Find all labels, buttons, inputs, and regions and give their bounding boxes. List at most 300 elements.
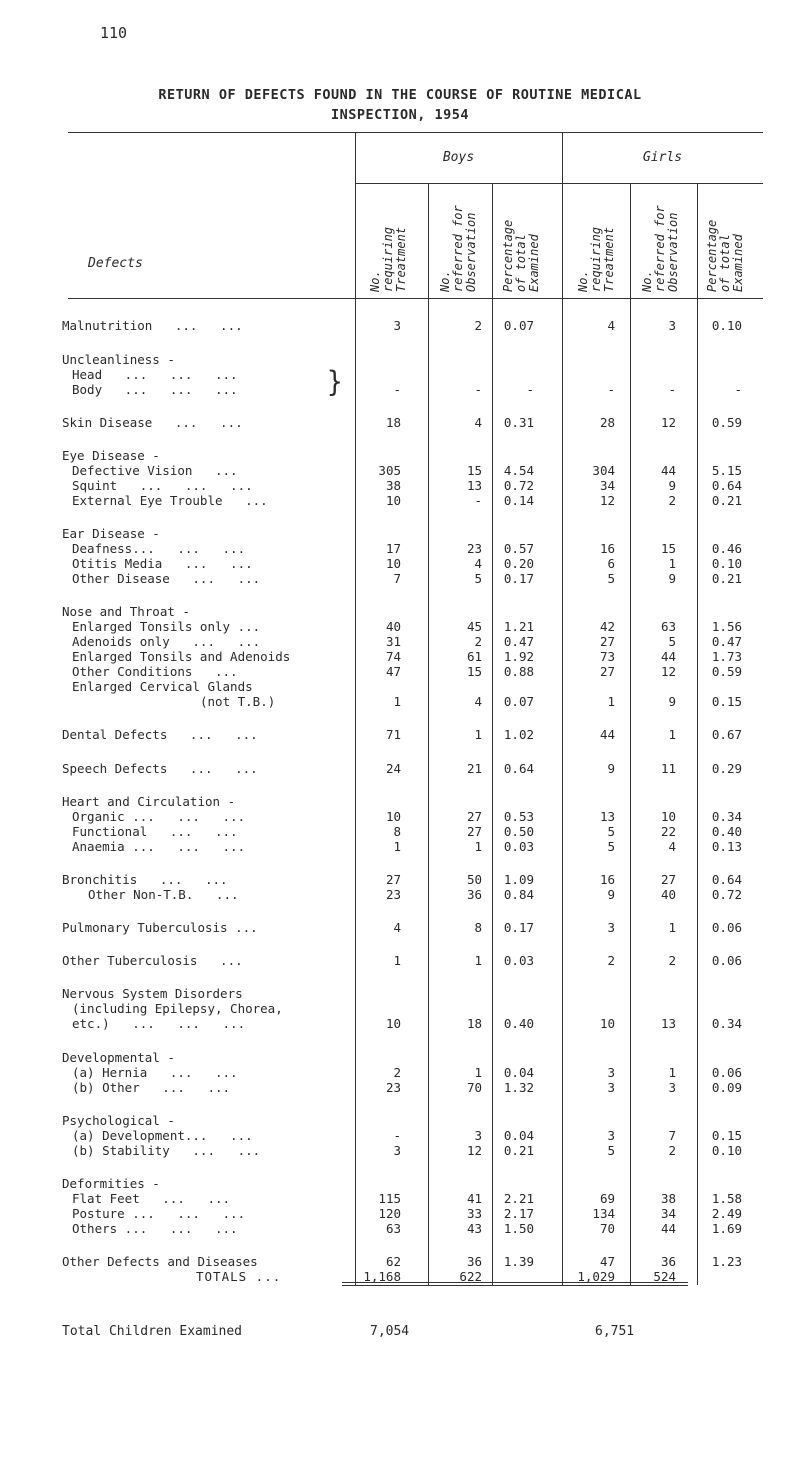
row-value: 3 bbox=[668, 1080, 676, 1095]
table-row bbox=[0, 920, 800, 936]
row-value: 3 bbox=[607, 1128, 615, 1143]
row-label: Defective Vision ... bbox=[72, 463, 238, 478]
row-value: 5 bbox=[474, 571, 482, 586]
row-value: 1 bbox=[668, 556, 676, 571]
row-value: 1.73 bbox=[711, 649, 742, 664]
table-row bbox=[0, 604, 800, 620]
row-value: 5 bbox=[607, 839, 615, 854]
row-value: 0.06 bbox=[711, 953, 742, 968]
row-label: Other Disease ... ... bbox=[72, 571, 261, 586]
row-value: 0.34 bbox=[711, 809, 742, 824]
row-label: Other Tuberculosis ... bbox=[62, 953, 243, 968]
row-value: 304 bbox=[592, 463, 615, 478]
footer-girls-total: 6,751 bbox=[595, 1324, 635, 1339]
row-value: 5 bbox=[668, 634, 676, 649]
row-value: 115 bbox=[378, 1191, 401, 1206]
header-girls: Girls bbox=[642, 150, 683, 165]
row-value: 1 bbox=[474, 727, 482, 742]
table-row bbox=[0, 526, 800, 542]
table-row bbox=[0, 1191, 800, 1207]
row-value: 3 bbox=[607, 1080, 615, 1095]
row-value: 0.17 bbox=[503, 920, 534, 935]
row-value: 2 bbox=[393, 1065, 401, 1080]
row-value: 0.04 bbox=[503, 1065, 534, 1080]
row-value: 10 bbox=[660, 809, 676, 824]
row-label: (not T.B.) bbox=[200, 694, 276, 709]
table-row bbox=[0, 571, 800, 587]
row-value: 0.21 bbox=[711, 493, 742, 508]
row-value: 44 bbox=[599, 727, 615, 742]
row-label: Dental Defects ... ... bbox=[62, 727, 258, 742]
row-label: Bronchitis ... ... bbox=[62, 872, 228, 887]
table-row bbox=[0, 1254, 800, 1270]
page-number: 110 bbox=[100, 24, 128, 42]
row-label: (including Epilepsy, Chorea, bbox=[72, 1001, 283, 1016]
row-value: 1.92 bbox=[503, 649, 534, 664]
row-value: 47 bbox=[385, 664, 401, 679]
row-value: 27 bbox=[466, 809, 482, 824]
row-value: 31 bbox=[385, 634, 401, 649]
row-value: 1.50 bbox=[503, 1221, 534, 1236]
row-value: 4 bbox=[474, 415, 482, 430]
totals-boys-requiring: 1,168 bbox=[363, 1269, 401, 1284]
row-label: etc.) ... ... ... bbox=[72, 1016, 246, 1031]
page-subtitle: INSPECTION, 1954 bbox=[330, 107, 470, 123]
row-value: 74 bbox=[385, 649, 401, 664]
table-row bbox=[0, 986, 800, 1002]
row-value: 0.64 bbox=[711, 478, 742, 493]
table-row bbox=[0, 887, 800, 903]
row-value: 34 bbox=[660, 1206, 676, 1221]
row-value: 45 bbox=[466, 619, 482, 634]
row-value: 0.21 bbox=[503, 1143, 534, 1158]
row-label: Otitis Media ... ... bbox=[72, 556, 253, 571]
row-value: 43 bbox=[466, 1221, 482, 1236]
row-label: Ear Disease - bbox=[62, 526, 160, 541]
row-value: 0.15 bbox=[711, 694, 742, 709]
row-label: Other Non-T.B. ... bbox=[88, 887, 239, 902]
row-label: Other Defects and Diseases bbox=[62, 1254, 258, 1269]
row-label: Organic ... ... ... bbox=[72, 809, 246, 824]
row-value: 28 bbox=[599, 415, 615, 430]
table-row bbox=[0, 839, 800, 855]
row-value: 0.17 bbox=[503, 571, 534, 586]
row-value: - bbox=[734, 382, 742, 397]
table-row bbox=[0, 619, 800, 635]
row-value: 62 bbox=[385, 1254, 401, 1269]
row-value: 1 bbox=[607, 694, 615, 709]
table-row bbox=[0, 1016, 800, 1032]
row-label: Nervous System Disorders bbox=[62, 986, 243, 1001]
row-value: 18 bbox=[385, 415, 401, 430]
row-value: 13 bbox=[466, 478, 482, 493]
row-value: 11 bbox=[660, 761, 676, 776]
row-value: 0.72 bbox=[711, 887, 742, 902]
row-label: Developmental - bbox=[62, 1050, 175, 1065]
row-label: Enlarged Tonsils and Adenoids bbox=[72, 649, 291, 664]
row-value: 15 bbox=[466, 463, 482, 478]
row-value: 2 bbox=[474, 634, 482, 649]
row-value: 0.34 bbox=[711, 1016, 742, 1031]
table-row bbox=[0, 953, 800, 969]
row-value: 2.21 bbox=[503, 1191, 534, 1206]
row-value: 12 bbox=[660, 664, 676, 679]
row-value: 3 bbox=[393, 1143, 401, 1158]
row-value: 0.21 bbox=[711, 571, 742, 586]
row-value: 38 bbox=[660, 1191, 676, 1206]
table-row bbox=[0, 352, 800, 368]
row-value: - bbox=[607, 382, 615, 397]
row-value: 10 bbox=[385, 556, 401, 571]
row-value: 0.31 bbox=[503, 415, 534, 430]
row-value: 16 bbox=[599, 872, 615, 887]
row-value: 1 bbox=[474, 1065, 482, 1080]
totals-girls-referred: 524 bbox=[653, 1269, 676, 1284]
row-value: 61 bbox=[466, 649, 482, 664]
row-value: 10 bbox=[599, 1016, 615, 1031]
row-value: 36 bbox=[466, 1254, 482, 1269]
row-label: Uncleanliness - bbox=[62, 352, 175, 367]
row-label: Psychological - bbox=[62, 1113, 175, 1128]
row-value: 73 bbox=[599, 649, 615, 664]
row-value: 63 bbox=[385, 1221, 401, 1236]
table-row bbox=[0, 794, 800, 810]
row-value: 0.07 bbox=[503, 694, 534, 709]
table-row bbox=[0, 1176, 800, 1192]
row-value: 0.47 bbox=[711, 634, 742, 649]
row-value: 1 bbox=[474, 953, 482, 968]
row-value: 13 bbox=[660, 1016, 676, 1031]
row-label: Head ... ... ... bbox=[72, 367, 238, 382]
row-value: 13 bbox=[599, 809, 615, 824]
row-value: 1.58 bbox=[711, 1191, 742, 1206]
table-row bbox=[0, 1065, 800, 1081]
row-label: Deformities - bbox=[62, 1176, 160, 1191]
row-value: 47 bbox=[599, 1254, 615, 1269]
row-value: 2 bbox=[668, 953, 676, 968]
row-value: 0.29 bbox=[711, 761, 742, 776]
row-value: 4 bbox=[474, 556, 482, 571]
row-value: 2.49 bbox=[711, 1206, 742, 1221]
header-boys-requiring: No. requiring Treatment bbox=[368, 226, 408, 292]
table-row bbox=[0, 761, 800, 777]
table-row bbox=[0, 556, 800, 572]
row-value: 1 bbox=[474, 839, 482, 854]
row-value: 2.17 bbox=[503, 1206, 534, 1221]
row-value: 24 bbox=[385, 761, 401, 776]
table-row bbox=[0, 649, 800, 665]
row-value: 0.59 bbox=[711, 415, 742, 430]
row-value: - bbox=[526, 382, 534, 397]
row-value: 5 bbox=[607, 1143, 615, 1158]
row-value: 3 bbox=[474, 1128, 482, 1143]
row-value: 2 bbox=[474, 318, 482, 333]
header-boys-percentage: Percentage of total Examined bbox=[501, 219, 541, 292]
row-value: 1 bbox=[668, 1065, 676, 1080]
row-value: 0.10 bbox=[711, 556, 742, 571]
row-value: 3 bbox=[393, 318, 401, 333]
row-value: 0.14 bbox=[503, 493, 534, 508]
row-label: (b) Other ... ... bbox=[72, 1080, 231, 1095]
row-value: 71 bbox=[385, 727, 401, 742]
row-value: 0.07 bbox=[503, 318, 534, 333]
row-value: 36 bbox=[466, 887, 482, 902]
row-value: - bbox=[393, 382, 401, 397]
row-value: 17 bbox=[385, 541, 401, 556]
header-girls-referred: No. referred for Observation bbox=[640, 205, 680, 292]
row-label: Malnutrition ... ... bbox=[62, 318, 243, 333]
row-value: 0.50 bbox=[503, 824, 534, 839]
table-row bbox=[0, 1080, 800, 1096]
table-row bbox=[0, 1128, 800, 1144]
row-value: 41 bbox=[466, 1191, 482, 1206]
row-label: Enlarged Cervical Glands bbox=[72, 679, 253, 694]
row-value: 1.02 bbox=[503, 727, 534, 742]
row-value: 0.10 bbox=[711, 318, 742, 333]
table-row bbox=[0, 1143, 800, 1159]
footer-label: Total Children Examined bbox=[62, 1324, 243, 1339]
row-value: 10 bbox=[385, 809, 401, 824]
row-value: 0.84 bbox=[503, 887, 534, 902]
row-value: 1 bbox=[668, 920, 676, 935]
row-value: 23 bbox=[385, 1080, 401, 1095]
row-label: Nose and Throat - bbox=[62, 604, 190, 619]
row-value: 44 bbox=[660, 649, 676, 664]
row-value: 5 bbox=[607, 824, 615, 839]
row-value: 15 bbox=[660, 541, 676, 556]
row-value: 0.47 bbox=[503, 634, 534, 649]
header-defects: Defects bbox=[88, 256, 143, 271]
row-label: Adenoids only ... ... bbox=[72, 634, 261, 649]
row-value: 3 bbox=[607, 920, 615, 935]
row-label: Enlarged Tonsils only ... bbox=[72, 619, 261, 634]
footer-boys-total: 7,054 bbox=[370, 1324, 410, 1339]
row-value: 1 bbox=[393, 694, 401, 709]
row-value: 36 bbox=[660, 1254, 676, 1269]
row-value: 1.23 bbox=[711, 1254, 742, 1269]
row-label: Functional ... ... bbox=[72, 824, 238, 839]
row-value: 0.15 bbox=[711, 1128, 742, 1143]
row-value: 40 bbox=[385, 619, 401, 634]
table-row bbox=[0, 824, 800, 840]
row-label: Heart and Circulation - bbox=[62, 794, 236, 809]
table-row bbox=[0, 493, 800, 509]
row-value: 7 bbox=[668, 1128, 676, 1143]
row-label: Eye Disease - bbox=[62, 448, 160, 463]
row-value: 27 bbox=[599, 634, 615, 649]
row-value: 44 bbox=[660, 463, 676, 478]
table-row bbox=[0, 1221, 800, 1237]
row-value: 2 bbox=[668, 1143, 676, 1158]
row-value: 16 bbox=[599, 541, 615, 556]
row-value: 1 bbox=[668, 727, 676, 742]
row-value: 10 bbox=[385, 1016, 401, 1031]
row-value: 9 bbox=[668, 571, 676, 586]
row-value: 50 bbox=[466, 872, 482, 887]
row-value: 1 bbox=[393, 953, 401, 968]
row-value: - bbox=[668, 382, 676, 397]
table-row bbox=[0, 1206, 800, 1222]
row-value: 0.46 bbox=[711, 541, 742, 556]
row-value: 0.59 bbox=[711, 664, 742, 679]
row-value: 0.06 bbox=[711, 920, 742, 935]
table-row bbox=[0, 664, 800, 680]
row-value: 4 bbox=[668, 839, 676, 854]
row-value: 134 bbox=[592, 1206, 615, 1221]
row-value: 23 bbox=[466, 541, 482, 556]
row-value: 1.39 bbox=[503, 1254, 534, 1269]
table-row bbox=[0, 541, 800, 557]
row-label: (b) Stability ... ... bbox=[72, 1143, 261, 1158]
row-label: (a) Hernia ... ... bbox=[72, 1065, 238, 1080]
row-label: Others ... ... ... bbox=[72, 1221, 238, 1236]
row-value: 0.10 bbox=[711, 1143, 742, 1158]
row-value: 5.15 bbox=[711, 463, 742, 478]
row-value: 0.64 bbox=[711, 872, 742, 887]
row-label: Body ... ... ... bbox=[72, 382, 238, 397]
row-value: 0.13 bbox=[711, 839, 742, 854]
table-row bbox=[0, 694, 800, 710]
row-value: 0.09 bbox=[711, 1080, 742, 1095]
page-title: RETURN OF DEFECTS FOUND IN THE COURSE OF ROUTINE MEDICAL bbox=[158, 87, 642, 103]
row-value: - bbox=[474, 382, 482, 397]
row-label: Speech Defects ... ... bbox=[62, 761, 258, 776]
row-value: 12 bbox=[466, 1143, 482, 1158]
row-value: 0.03 bbox=[503, 839, 534, 854]
table-row bbox=[0, 478, 800, 494]
row-value: 2 bbox=[668, 493, 676, 508]
row-value: 22 bbox=[660, 824, 676, 839]
table-row bbox=[0, 1113, 800, 1129]
row-value: 1.69 bbox=[711, 1221, 742, 1236]
row-value: - bbox=[393, 1128, 401, 1143]
table-row bbox=[0, 448, 800, 464]
row-value: 0.64 bbox=[503, 761, 534, 776]
row-value: - bbox=[474, 493, 482, 508]
row-value: 1.32 bbox=[503, 1080, 534, 1095]
row-value: 0.03 bbox=[503, 953, 534, 968]
row-value: 42 bbox=[599, 619, 615, 634]
row-value: 7 bbox=[393, 571, 401, 586]
row-value: 9 bbox=[607, 761, 615, 776]
table-row bbox=[0, 1001, 800, 1017]
row-value: 0.40 bbox=[503, 1016, 534, 1031]
row-value: 15 bbox=[466, 664, 482, 679]
row-value: 0.20 bbox=[503, 556, 534, 571]
header-girls-percentage: Percentage of total Examined bbox=[705, 219, 745, 292]
table-row bbox=[0, 872, 800, 888]
totals-label: TOTALS ... bbox=[196, 1269, 282, 1284]
row-label: Deafness... ... ... bbox=[72, 541, 246, 556]
row-value: 0.40 bbox=[711, 824, 742, 839]
table-row bbox=[0, 382, 800, 398]
table-row bbox=[0, 634, 800, 650]
row-value: 18 bbox=[466, 1016, 482, 1031]
totals-boys-referred: 622 bbox=[459, 1269, 482, 1284]
table-row bbox=[0, 367, 800, 383]
row-value: 4 bbox=[607, 318, 615, 333]
row-value: 1.09 bbox=[503, 872, 534, 887]
table-row bbox=[0, 415, 800, 431]
row-value: 38 bbox=[385, 478, 401, 493]
row-value: 27 bbox=[660, 872, 676, 887]
row-value: 120 bbox=[378, 1206, 401, 1221]
row-value: 0.88 bbox=[503, 664, 534, 679]
row-value: 8 bbox=[474, 920, 482, 935]
row-value: 9 bbox=[668, 478, 676, 493]
row-value: 0.06 bbox=[711, 1065, 742, 1080]
row-label: Pulmonary Tuberculosis ... bbox=[62, 920, 258, 935]
row-value: 40 bbox=[660, 887, 676, 902]
row-value: 9 bbox=[607, 887, 615, 902]
row-value: 21 bbox=[466, 761, 482, 776]
row-value: 305 bbox=[378, 463, 401, 478]
table-row bbox=[0, 1050, 800, 1066]
row-label: (a) Development... ... bbox=[72, 1128, 253, 1143]
table-row bbox=[0, 463, 800, 479]
row-value: 0.53 bbox=[503, 809, 534, 824]
row-value: 10 bbox=[385, 493, 401, 508]
row-value: 33 bbox=[466, 1206, 482, 1221]
row-value: 3 bbox=[607, 1065, 615, 1080]
row-value: 5 bbox=[607, 571, 615, 586]
table-row bbox=[0, 809, 800, 825]
brace: } bbox=[327, 365, 343, 399]
row-value: 23 bbox=[385, 887, 401, 902]
header-girls-requiring: No. requiring Treatment bbox=[576, 226, 616, 292]
row-label: Posture ... ... ... bbox=[72, 1206, 246, 1221]
row-value: 0.67 bbox=[711, 727, 742, 742]
table-row bbox=[0, 679, 800, 695]
header-boys: Boys bbox=[442, 150, 475, 165]
row-label: Flat Feet ... ... bbox=[72, 1191, 231, 1206]
row-value: 12 bbox=[599, 493, 615, 508]
row-value: 8 bbox=[393, 824, 401, 839]
row-value: 44 bbox=[660, 1221, 676, 1236]
row-value: 0.57 bbox=[503, 541, 534, 556]
row-label: Other Conditions ... bbox=[72, 664, 238, 679]
row-value: 1.56 bbox=[711, 619, 742, 634]
row-value: 27 bbox=[385, 872, 401, 887]
row-value: 1.21 bbox=[503, 619, 534, 634]
row-label: External Eye Trouble ... bbox=[72, 493, 268, 508]
row-value: 4 bbox=[474, 694, 482, 709]
row-value: 1 bbox=[393, 839, 401, 854]
row-value: 4.54 bbox=[503, 463, 534, 478]
row-value: 63 bbox=[660, 619, 676, 634]
row-value: 12 bbox=[660, 415, 676, 430]
row-value: 4 bbox=[393, 920, 401, 935]
row-value: 34 bbox=[599, 478, 615, 493]
header-boys-referred: No. referred for Observation bbox=[438, 205, 478, 292]
totals-girls-requiring: 1,029 bbox=[577, 1269, 615, 1284]
row-value: 3 bbox=[668, 318, 676, 333]
row-value: 27 bbox=[599, 664, 615, 679]
row-label: Squint ... ... ... bbox=[72, 478, 253, 493]
row-value: 6 bbox=[607, 556, 615, 571]
table-row bbox=[0, 727, 800, 743]
row-label: Anaemia ... ... ... bbox=[72, 839, 246, 854]
row-value: 0.72 bbox=[503, 478, 534, 493]
table-row bbox=[0, 318, 800, 334]
row-label: Skin Disease ... ... bbox=[62, 415, 243, 430]
row-value: 69 bbox=[599, 1191, 615, 1206]
row-value: 9 bbox=[668, 694, 676, 709]
row-value: 70 bbox=[599, 1221, 615, 1236]
row-value: 0.04 bbox=[503, 1128, 534, 1143]
row-value: 2 bbox=[607, 953, 615, 968]
row-value: 70 bbox=[466, 1080, 482, 1095]
